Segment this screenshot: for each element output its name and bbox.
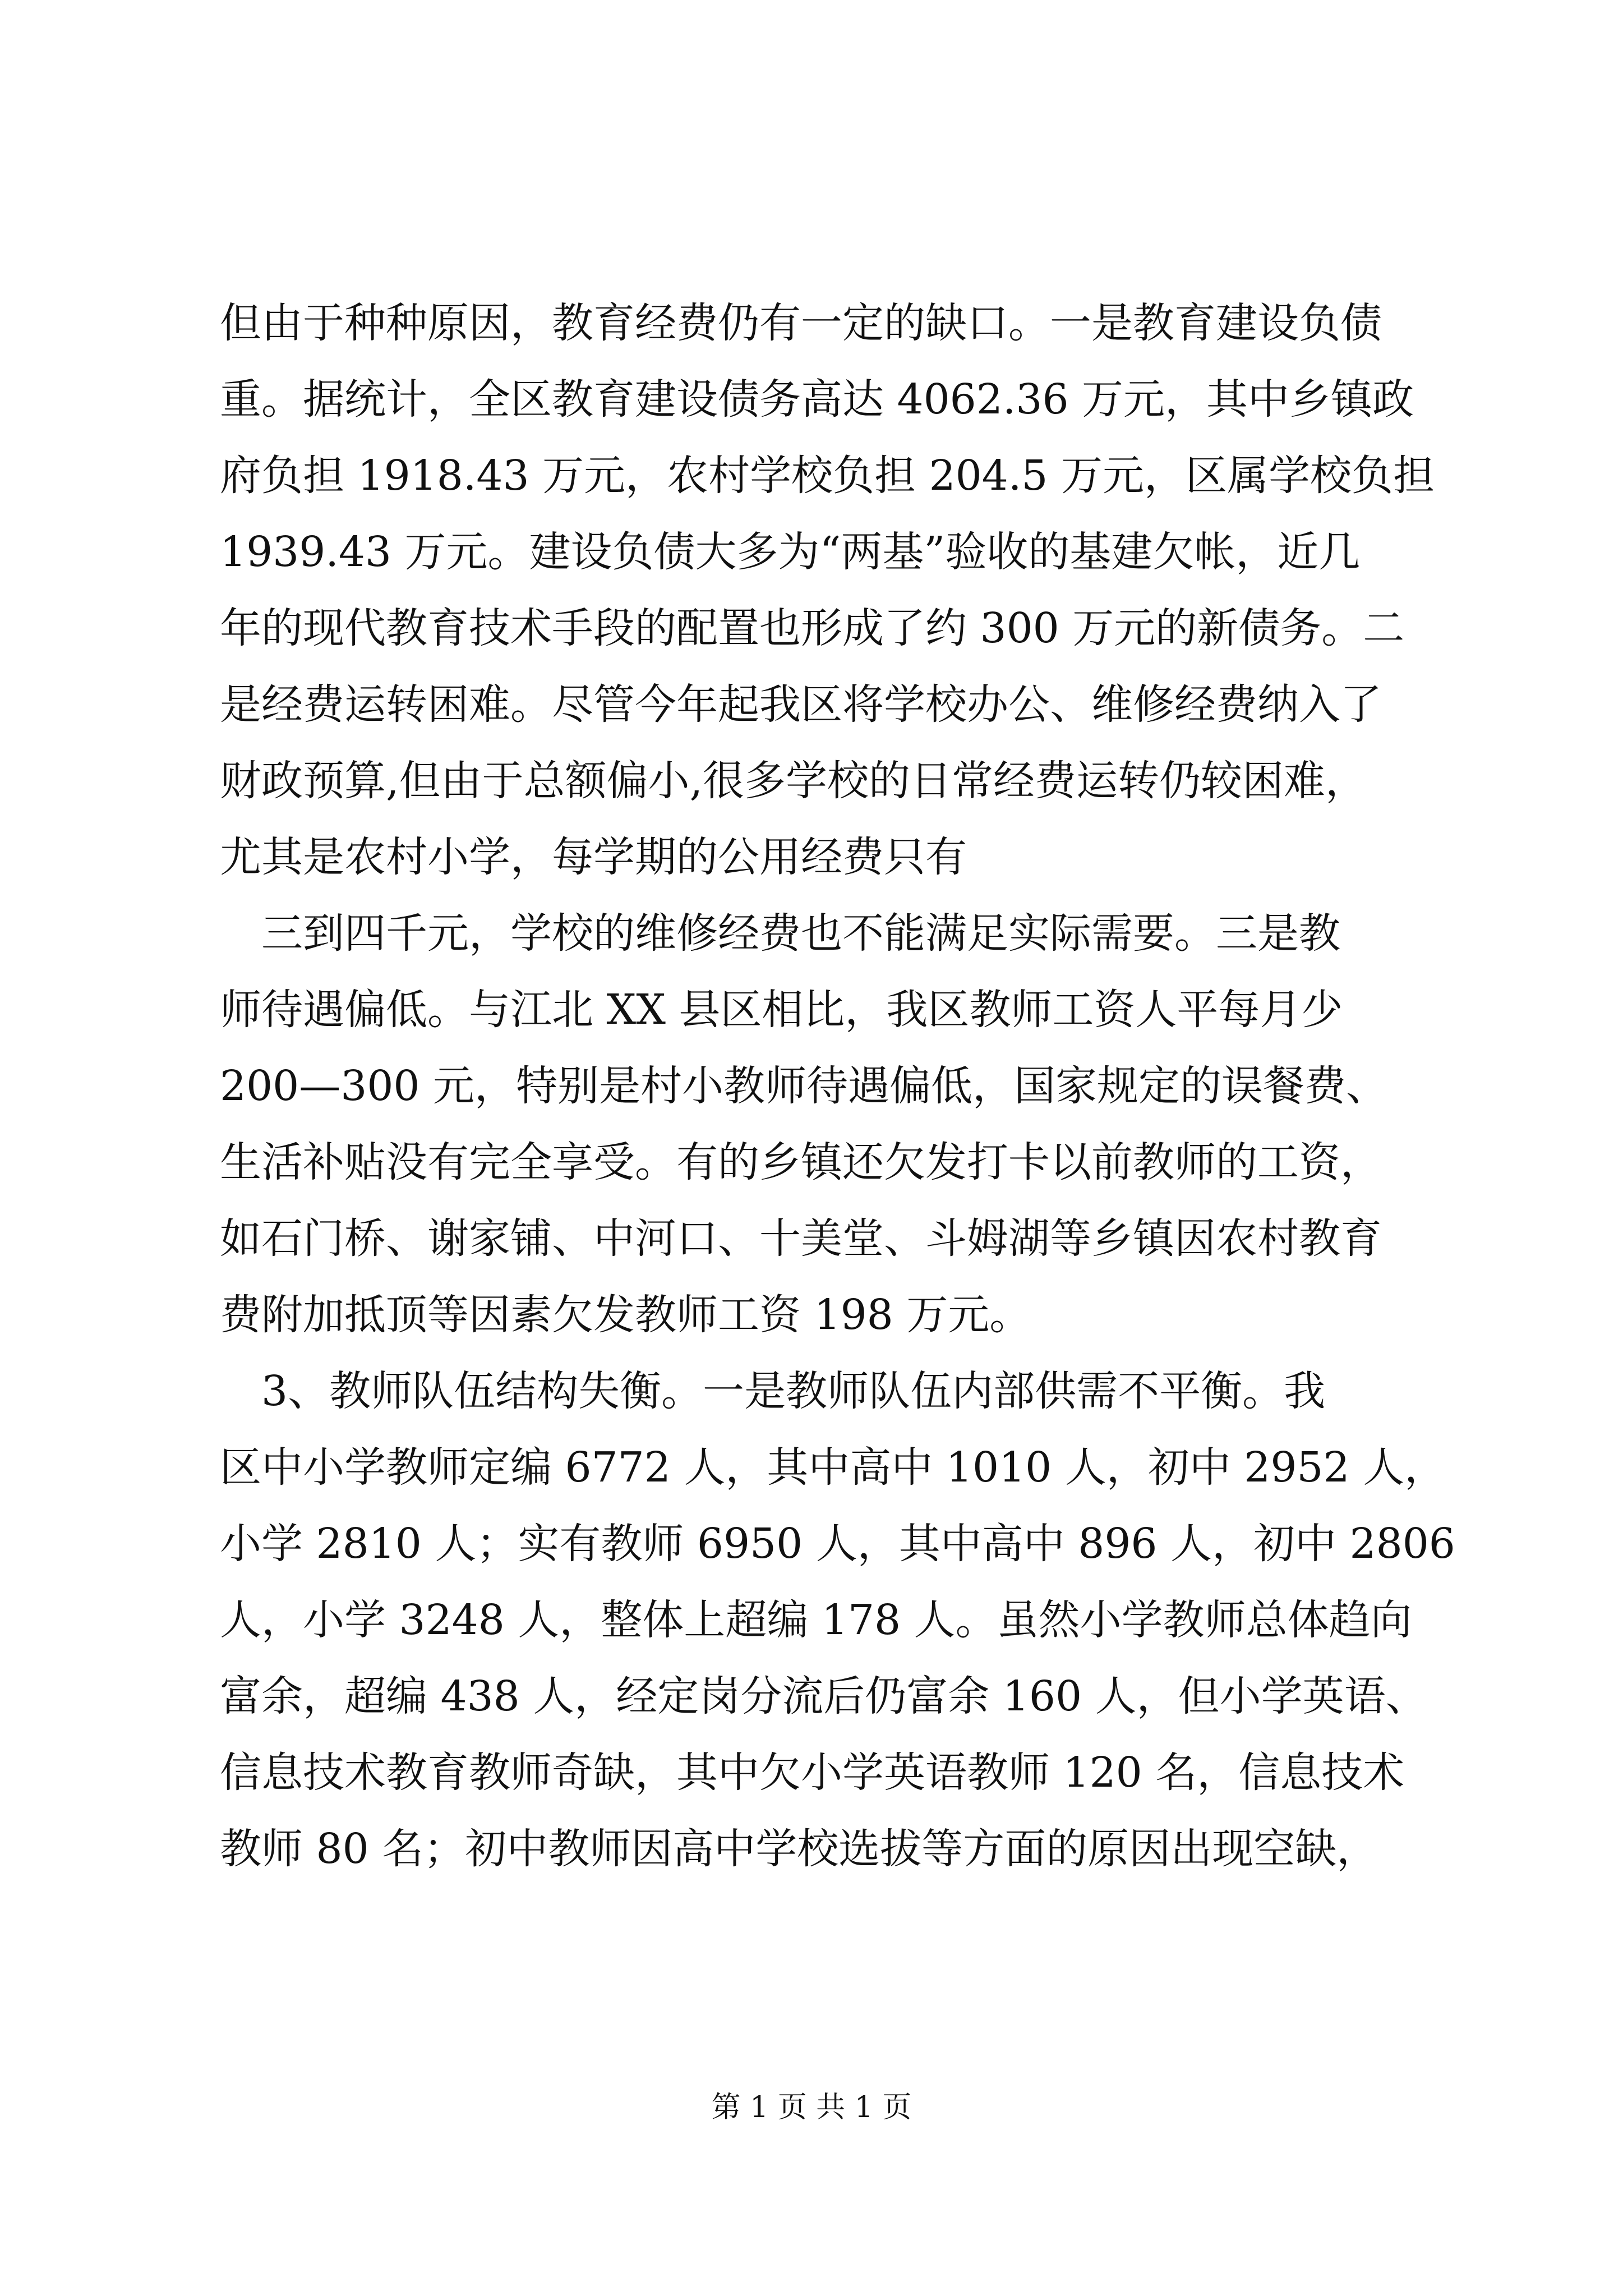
text-line: 信息技术教育教师奇缺，其中欠小学英语教师 120 名，信息技术 [220, 1749, 1405, 1797]
text-line: 是经费运转困难。尽管今年起我区将学校办公、维修经费纳入了 [220, 680, 1382, 729]
text-line: 尤其是农村小学，每学期的公用经费只有 [220, 833, 967, 881]
text-line: 费附加抵顶等因素欠发教师工资 198 万元。 [220, 1291, 1031, 1339]
paragraph-start-line: 三到四千元，学校的维修经费也不能满足实际需要。三是教 [220, 909, 1340, 958]
text-line: 区中小学教师定编 6772 人，其中高中 1010 人，初中 2952 人， [220, 1443, 1446, 1492]
text-line: 200—300 元，特别是村小教师待遇偏低，国家规定的误餐费、 [220, 1062, 1388, 1110]
document-body [220, 285, 1455, 1887]
text-line: 生活补贴没有完全享受。有的乡镇还欠发打卡以前教师的工资， [220, 1138, 1382, 1186]
paragraph-start-line: 3、教师队伍结构失衡。一是教师队伍内部供需不平衡。我 [220, 1367, 1326, 1415]
page-number-footer: 第 1 页 共 1 页 [711, 2091, 912, 2124]
text-line: 如石门桥、谢家铺、中河口、十美堂、斗姆湖等乡镇因农村教育 [220, 1214, 1382, 1263]
text-line: 1939.43 万元。建设负债大多为“两基”验收的基建欠帐，近几 [220, 528, 1361, 576]
text-line: 重。据统计，全区教育建设债务高达 4062.36 万元，其中乡镇政 [220, 375, 1414, 424]
text-line: 年的现代教育技术手段的配置也形成了约 300 万元的新债务。二 [220, 604, 1405, 652]
text-line: 人，小学 3248 人，整体上超编 178 人。虽然小学教师总体趋向 [220, 1596, 1412, 1644]
text-line: 府负担 1918.43 万元，农村学校负担 204.5 万元，区属学校负担 [220, 452, 1435, 500]
text-line: 师待遇偏低。与江北 XX 县区相比，我区教师工资人平每月少 [220, 986, 1343, 1034]
text-line: 小学 2810 人；实有教师 6950 人，其中高中 896 人，初中 2806 [220, 1520, 1455, 1568]
text-line: 但由于种种原因，教育经费仍有一定的缺口。一是教育建设负债 [220, 299, 1382, 347]
text-line: 教师 80 名；初中教师因高中学校选拔等方面的原因出现空缺， [220, 1825, 1378, 1873]
text-line: 财政预算,但由于总额偏小,很多学校的日常经费运转仍较困难， [220, 757, 1367, 805]
text-line: 富余，超编 438 人，经定岗分流后仍富余 160 人，但小学英语、 [220, 1672, 1427, 1720]
